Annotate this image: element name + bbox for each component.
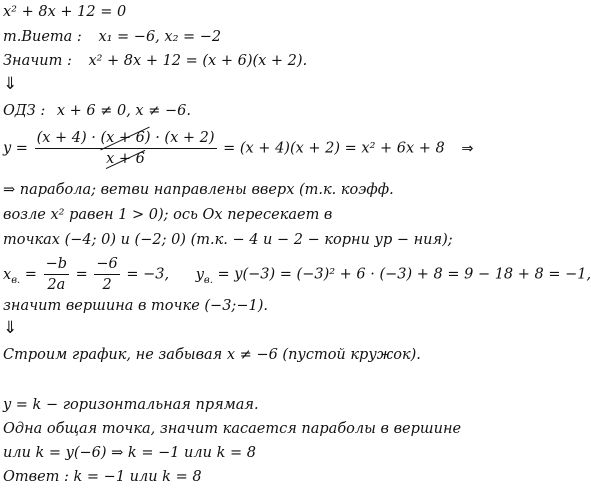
vertex-computation-line [3,254,591,295]
xv-fraction-formula [44,254,69,295]
function-fraction [35,128,217,169]
yv-computation: = y(−3) = (−3)² + 6 · (−3) + 8 = 9 − 18 + 8 = −1, [217,266,591,283]
horizontal-line-definition: y = k − горизонтальная прямая. [3,397,259,413]
factorization-expression: x² + 8x + 12 = (x + 6)(x + 2). [88,53,308,69]
down-arrow-1: ⇓ [3,74,18,94]
denominator-cancelled: x + 6 [106,151,145,167]
odz-label: ОДЗ : [3,103,46,119]
intersection-points-line: точках (−4; 0) и (−2; 0) (т.к. − 4 и − 2 − корни ур − ния); [3,232,453,248]
parabola-line: ⇒ парабола; ветви направлены вверх (т.к. коэфф. [3,182,394,198]
vieta-roots: x₁ = −6, x₂ = −2 [98,29,222,45]
odz-line [3,103,191,119]
k-values-line: или k = y(−6) ⇒ k = −1 или k = 8 [3,445,256,461]
fraction-numerator [35,128,217,148]
y-lhs: y = [3,140,28,157]
yv-symbol: $y_{в.}$ [195,266,213,286]
numerator-factor-c: · (x + 2) [155,130,215,146]
znachit-label: Значит : [3,53,72,69]
function-line [3,128,474,169]
factorization-line [3,53,307,69]
xv-symbol: $x_{в.}$ [3,266,21,286]
xv-fraction2-den: 2 [94,274,119,295]
xv-fraction-num: −b [45,256,67,272]
xv-fraction-den: 2a [44,274,69,295]
vertex-point-line: значит вершина в точке (−3;−1). [3,298,268,314]
graph-instruction-line: Строим график, не забывая x ≠ −6 (пустой кружок). [3,347,421,363]
common-point-line: Одна общая точка, значит касается параболы в вершине [3,421,462,437]
numerator-factor-cancelled: (x + 6) [100,130,151,146]
function-simplified: = (x + 4)(x + 2) = x² + 6x + 8 [223,140,445,157]
fraction-denominator [35,148,217,169]
vieta-line [3,29,221,45]
implies-arrow-1: ⇒ [461,140,474,157]
vieta-label: т.Виета : [3,29,82,45]
quadratic-equation: x² + 8x + 12 = 0 [3,4,127,20]
xv-fraction2-num: −6 [96,256,118,272]
equation-line [3,4,126,20]
xv-equals: = [24,266,37,283]
odz-condition: x + 6 ≠ 0, x ≠ −6. [56,103,191,119]
answer-line: Ответ : k = −1 или k = 8 [3,469,202,485]
xv-equals-2: = [75,266,88,283]
xv-fraction-values [94,254,119,295]
coefficient-line: возле x² равен 1 > 0); ось Ox пересекает в [3,207,333,223]
down-arrow-2: ⇓ [3,318,18,338]
numerator-factor-a: (x + 4) · [36,130,96,146]
xv-result: = −3, [126,266,170,283]
